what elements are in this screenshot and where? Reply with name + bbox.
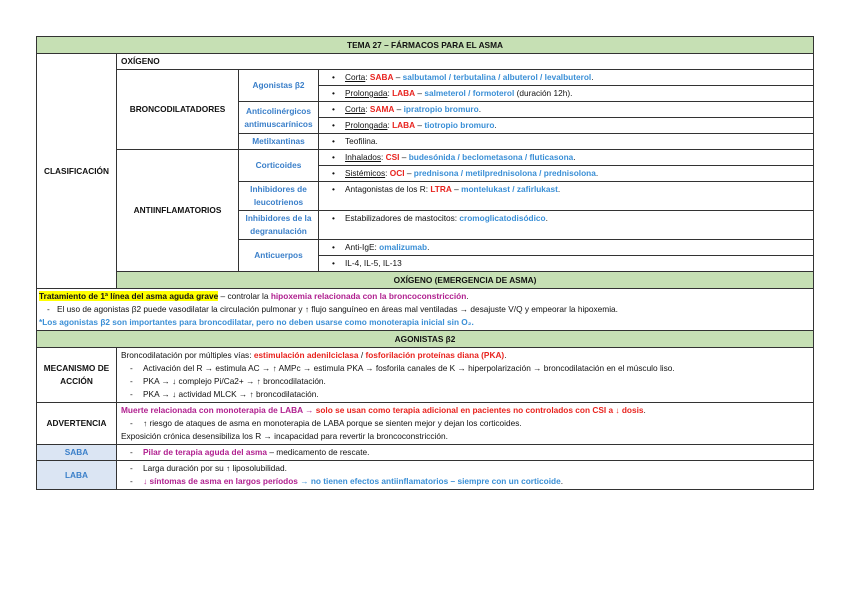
broncodilatadores-label: BRONCODILATADORES: [117, 70, 239, 150]
classification-table: [36, 36, 814, 490]
oxigeno-row: OXÍGENO: [117, 54, 814, 70]
corticoides-inhalados: • Inhalados: CSI – budesónida / beclometasona / fluticasona.: [319, 150, 814, 166]
degranulacion-label: Inhibidores de la degranulación: [239, 211, 319, 240]
page-title: TEMA 27 – FÁRMACOS PARA EL ASMA: [37, 37, 814, 54]
anticuerpos-il: • IL-4, IL-5, IL-13: [319, 256, 814, 272]
anticolinergicos-prolongada: • Prolongada: LABA – tiotropio bromuro.: [319, 118, 814, 134]
metilxantinas-label: Metilxantinas: [239, 134, 319, 150]
anticuerpos-antiige: • Anti-IgE: omalizumab.: [319, 240, 814, 256]
antiinflamatorios-label: ANTIINFLAMATORIOS: [117, 150, 239, 272]
corticoides-label: Corticoides: [239, 150, 319, 182]
saba-label: SABA: [37, 445, 117, 461]
leucotrienos-label: Inhibidores de leucotrienos: [239, 182, 319, 211]
advertencia-body: Muerte relacionada con monoterapia de LABA → solo se usan como terapia adicional en pacientes no controlados con CSI a ↓ dosis. - ↑ riesgo de ataques de asma en monoterapia de LABA porque se sienten mejor y dejan los corticoides. Exposición crónica desensibiliza los R → incapacidad para revertir la broncoconstricción.: [117, 403, 814, 445]
laba-label: LABA: [37, 461, 117, 490]
leucotrienos-items: • Antagonistas de los R: LTRA – montelukast / zafirlukast.: [319, 182, 814, 211]
anticuerpos-label: Anticuerpos: [239, 240, 319, 272]
clasificacion-label: CLASIFICACIÓN: [37, 54, 117, 289]
laba-body: - Larga duración por su ↑ liposolubilidad. - ↓ síntomas de asma en largos períodos → no tienen efectos antiinflamatorios – siempre con un corticoide.: [117, 461, 814, 490]
mecanismo-label: MECANISMO DE ACCIÓN: [37, 348, 117, 403]
metilxantinas-items: • Teofilina.: [319, 134, 814, 150]
document: [36, 36, 813, 490]
agonistas-header: AGONISTAS β2: [37, 331, 814, 348]
oxigeno-emergencia-header: OXÍGENO (EMERGENCIA DE ASMA): [117, 272, 814, 289]
agonistas-corta: • Corta: SABA – salbutamol / terbutalina / albuterol / levalbuterol.: [319, 70, 814, 86]
anticolinergicos-corta: • Corta: SAMA – ipratropio bromuro.: [319, 102, 814, 118]
corticoides-sistemicos: • Sistémicos: OCI – prednisona / metilprednisolona / prednisolona.: [319, 166, 814, 182]
anticolinergicos-label: Anticolinérgicos antimuscarínicos: [239, 102, 319, 134]
saba-body: - Pilar de terapia aguda del asma – medicamento de rescate.: [117, 445, 814, 461]
agonistas-label: Agonistas β2: [239, 70, 319, 102]
agonistas-prolongada: • Prolongada: LABA – salmeterol / formoterol (duración 12h).: [319, 86, 814, 102]
mecanismo-body: Broncodilatación por múltiples vías: estimulación adenilciclasa / fosforilación proteínas diana (PKA). - Activación del R → estimula AC → ↑ AMPc → estimula PKA → fosforila canales de K → hiperpolarización → broncodilatación en el músculo liso. - PKA → ↓ complejo Pi/Ca2+ → ↑ broncodilatación. - PKA → ↓ actividad MLCK → ↑ broncodilatación.: [117, 348, 814, 403]
oxigeno-emergencia-body: Tratamiento de 1ª línea del asma aguda grave – controlar la hipoxemia relacionada con la broncoconstricción. - El uso de agonistas β2 puede vasodilatar la circulación pulmonar y ↑ flujo sanguíneo en áreas mal ventiladas → desajuste V/Q y empeorar la hipoxemia. *Los agonistas β2 son importantes para broncodilatar, pero no deben usarse como monoterapia inicial sin O₂.: [37, 289, 814, 331]
advertencia-label: ADVERTENCIA: [37, 403, 117, 445]
degranulacion-items: • Estabilizadores de mastocitos: cromoglicatodisódico.: [319, 211, 814, 240]
